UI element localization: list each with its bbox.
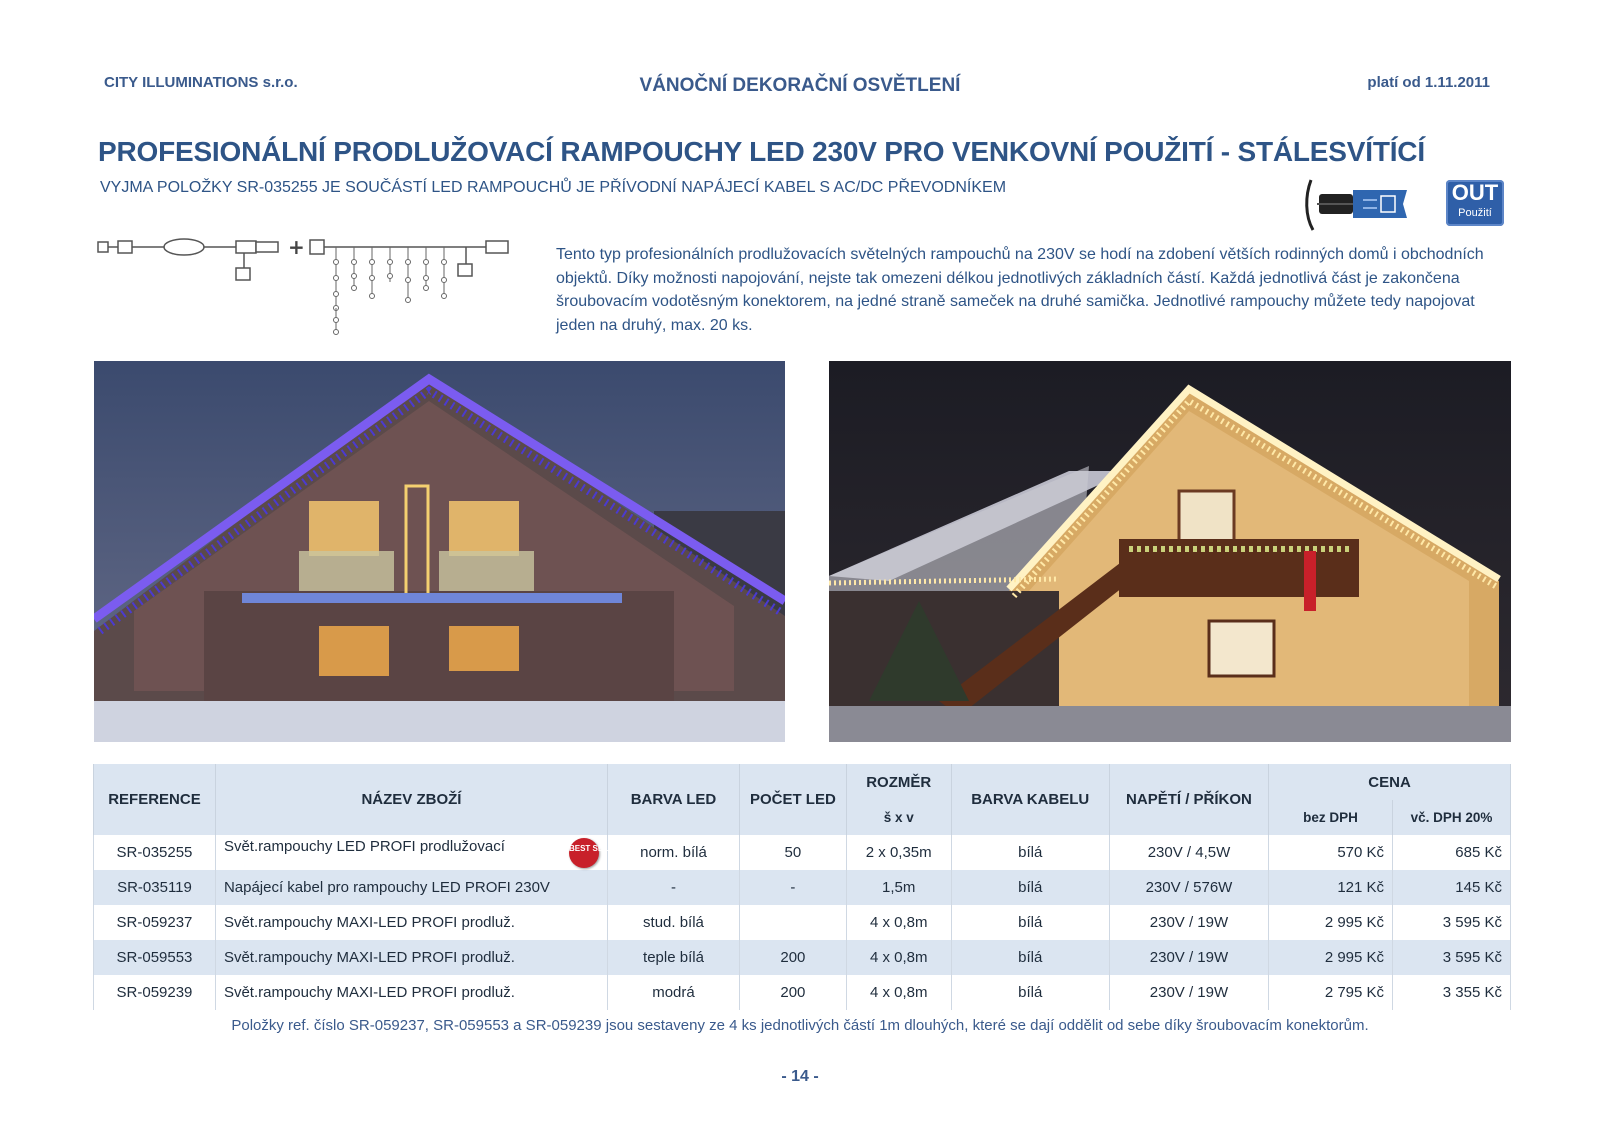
product-description: Tento typ profesionálních prodlužovacích světelných rampouchů na 230V se hodí na zdobení větších rodinných domů i obchodních objektů. Díky možnosti napojování, nejste tak omezeni délkou jednotlivých základních částí. Každá jednotlivá část je zakončena šroubovacím vodotěsným konektorem, na jedné straně sameček na druhé samička. Jednotlivé rampouchy můžete tedy napojovat jeden na druhý, max. 20 ks. [556,246,1484,334]
table-row [94,975,1511,1010]
col-reference: REFERENCE [94,764,216,835]
icicle-connection-diagram [96,236,516,346]
cell-reference: SR-035119 [94,870,216,905]
cell-price-net: 2 995 Kč [1269,940,1393,975]
cell-led-color: - [607,870,739,905]
power-cable-icon [1303,176,1413,234]
cell-price-gross: 3 595 Kč [1393,940,1511,975]
cell-voltage: 230V / 19W [1109,905,1268,940]
cell-voltage: 230V / 576W [1109,870,1268,905]
cell-price-gross: 685 Kč [1393,835,1511,870]
cell-price-net: 570 Kč [1269,835,1393,870]
cell-cable-color: bílá [951,940,1109,975]
cell-led-color: teple bílá [607,940,739,975]
col-price: CENA [1269,764,1511,800]
cell-size: 4 x 0,8m [846,975,951,1010]
cell-price-net: 121 Kč [1269,870,1393,905]
cell-name: Svět.rampouchy MAXI-LED PROFI prodluž. [215,975,607,1010]
section-title: PROFESIONÁLNÍ PRODLUŽOVACÍ RAMPOUCHY LED 230V PRO VENKOVNÍ POUŽITÍ - STÁLESVÍTÍCÍ [98,136,1425,167]
table-row [94,870,1511,905]
col-price-net: bez DPH [1269,800,1393,835]
best-seller-badge-icon: BEST SELLER [569,838,599,868]
cell-cable-color: bílá [951,905,1109,940]
table-row [94,905,1511,940]
badge-use-label: Použití [1458,207,1492,219]
svg-text:+: + [288,236,305,259]
cell-led-color: stud. bílá [607,905,739,940]
cell-name-text: Svět.rampouchy LED PROFI prodlužovací [223,837,505,855]
cell-name [215,835,625,870]
badge-out-label: OUT [1451,180,1499,205]
cell-cable-color: bílá [951,975,1109,1010]
cell-led-count [739,905,846,940]
cell-size: 2 x 0,35m [846,835,951,870]
cell-size: 1,5m [846,870,951,905]
cell-price-gross: 3 355 Kč [1393,975,1511,1010]
table-footnote: Položky ref. číslo SR-059237, SR-059553 a SR-059239 jsou sestaveny ze 4 ks jednotlivých částí 1m dlouhých, které se dají oddělit od sebe díky šroubovacím konektorům. [231,1017,1369,1034]
document-title: VÁNOČNÍ DEKORAČNÍ OSVĚTLENÍ [639,75,961,96]
col-cable-color: BARVA KABELU [951,764,1109,835]
cell-reference: SR-059553 [94,940,216,975]
cell-price-gross: 3 595 Kč [1393,905,1511,940]
section-subtitle: VYJMA POLOŽKY SR-035255 JE SOUČÁSTÍ LED RAMPOUCHŮ JE PŘÍVODNÍ NAPÁJECÍ KABEL S AC/DC PŘEVODNÍKEM [100,179,1007,196]
cell-price-net: 2 995 Kč [1269,905,1393,940]
col-name: NÁZEV ZBOŽÍ [215,764,607,835]
cell-name: Napájecí kabel pro rampouchy LED PROFI 230V [215,870,607,905]
validity-date: platí od 1.11.2011 [1367,74,1490,91]
cell-reference: SR-059239 [94,975,216,1010]
cell-size: 4 x 0,8m [846,940,951,975]
cell-cable-color: bílá [951,870,1109,905]
photo-house-warm-white-icicles [829,361,1511,742]
cell-reference: SR-035255 [94,835,216,870]
outdoor-use-badge [1446,180,1504,226]
cell-cable-color: bílá [951,835,1109,870]
col-price-gross: vč. DPH 20% [1393,800,1511,835]
cell-size: 4 x 0,8m [846,905,951,940]
cell-led-count: 200 [739,940,846,975]
company-name: CITY ILLUMINATIONS s.r.o. [104,74,298,91]
cell-led-count: - [739,870,846,905]
page-number: - 14 - [781,1068,819,1085]
cell-voltage: 230V / 19W [1109,975,1268,1010]
cell-reference: SR-059237 [94,905,216,940]
cell-price-net: 2 795 Kč [1269,975,1393,1010]
col-size: ROZMĚR [846,764,951,800]
cell-led-color: modrá [607,975,739,1010]
photo-house-blue-icicles [94,361,785,742]
table-row [94,940,1511,975]
cell-name: Svět.rampouchy MAXI-LED PROFI prodluž. [215,940,607,975]
cell-name: Svět.rampouchy MAXI-LED PROFI prodluž. [215,905,607,940]
table-row [94,835,1511,870]
product-table [93,764,1511,1010]
cell-voltage: 230V / 4,5W [1109,835,1268,870]
col-led-color: BARVA LED [607,764,739,835]
cell-price-gross: 145 Kč [1393,870,1511,905]
col-led-count: POČET LED [739,764,846,835]
cell-led-count: 200 [739,975,846,1010]
cell-voltage: 230V / 19W [1109,940,1268,975]
col-size-sub: š x v [846,800,951,835]
col-voltage: NAPĚTÍ / PŘÍKON [1109,764,1268,835]
cell-led-count: 50 [739,835,846,870]
cell-led-color: norm. bílá [607,835,739,870]
